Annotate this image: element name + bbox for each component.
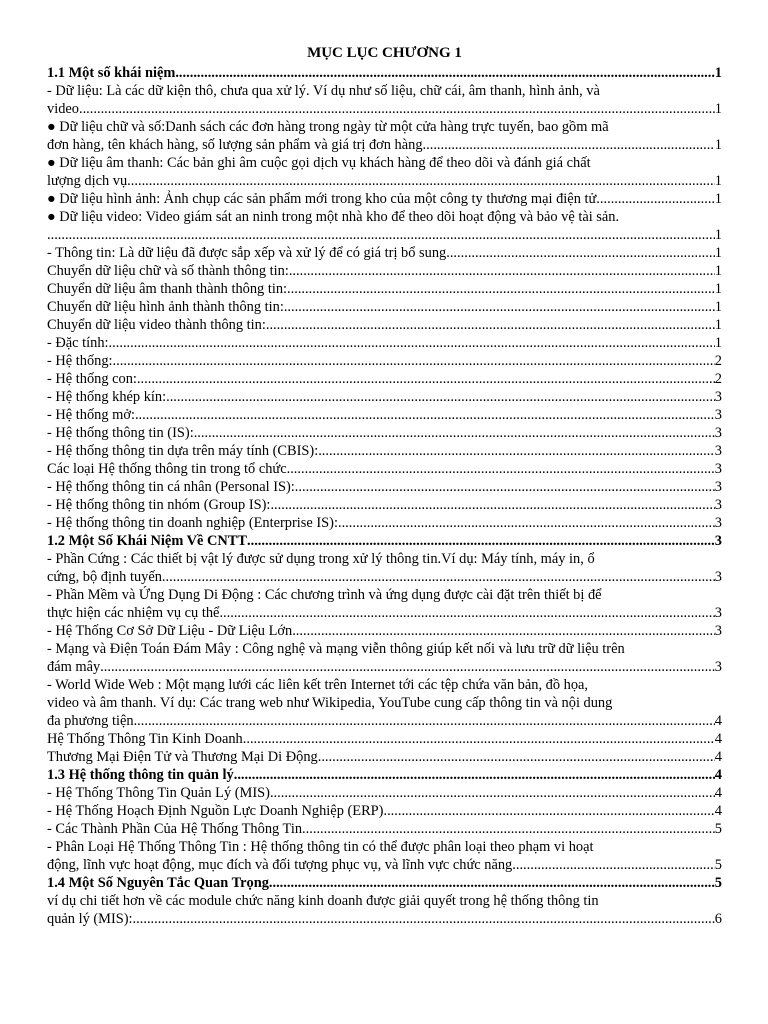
toc-entry[interactable] [47, 820, 722, 838]
toc-entry-text: Chuyển dữ liệu hình ảnh thành thông tin: [47, 299, 284, 315]
page-number: 4 [714, 713, 722, 729]
toc-entry-text: Chuyển dữ liệu video thành thông tin: [47, 317, 266, 333]
toc-entry-text: đơn hàng, tên khách hàng, số lượng sản phẩm và giá trị đơn hàng [47, 137, 423, 153]
toc-entry[interactable] [47, 208, 722, 244]
page-number: 1 [714, 317, 722, 333]
toc-entry-text: video [47, 101, 79, 117]
page-number: 5 [714, 821, 722, 837]
toc-entry-line [47, 874, 722, 892]
toc-entry-text: - Hệ thống khép kín: [47, 389, 167, 405]
dot-leader [113, 352, 715, 370]
dot-leader [162, 568, 715, 586]
toc-entry[interactable] [47, 370, 722, 388]
toc-entry[interactable] [47, 334, 722, 352]
dot-leader [243, 730, 715, 748]
toc-entry-line [47, 910, 722, 928]
dot-leader [100, 658, 715, 676]
dot-leader [284, 298, 715, 316]
toc-entry[interactable] [47, 748, 722, 766]
dot-leader [175, 64, 714, 82]
page-number: 6 [714, 911, 722, 927]
page-number: 3 [714, 533, 722, 549]
toc-entry-text: - Hệ thống thông tin cá nhân (Personal IS): [47, 479, 295, 495]
toc-entry-text: - Hệ Thống Hoạch Định Nguồn Lực Doanh Nghiệp (ERP) [47, 803, 384, 819]
toc-entry-text: - Hệ thống thông tin doanh nghiệp (Enterprise IS): [47, 515, 338, 531]
toc-entry[interactable] [47, 460, 722, 478]
toc-entry[interactable] [47, 586, 722, 622]
toc-entry-line [47, 766, 722, 784]
page-number: 4 [714, 785, 722, 801]
toc-entry-line [47, 568, 722, 586]
toc-entry-line [47, 388, 722, 406]
toc-entry-line [47, 820, 722, 838]
dot-leader [137, 370, 715, 388]
toc-entry[interactable] [47, 118, 722, 154]
toc-entry-line [47, 604, 722, 622]
toc-entry[interactable] [47, 802, 722, 820]
page-number: 1 [714, 263, 722, 279]
toc-entry-line [47, 532, 722, 550]
dot-leader [596, 190, 715, 208]
toc-entry[interactable] [47, 316, 722, 334]
toc-entry-text: 1.2 Một Số Khái Niệm Về CNTT [47, 533, 248, 549]
toc-entry-line [47, 352, 722, 370]
toc-entry[interactable] [47, 388, 722, 406]
toc-entry[interactable] [47, 262, 722, 280]
toc-entry[interactable] [47, 784, 722, 802]
toc-entry-text: - Phần Cứng : Các thiết bị vật lý được sử dụng trong xử lý thông tin.Ví dụ: Máy tính, máy in, ổ [47, 551, 595, 567]
toc-entry-text: - Đặc tính: [47, 335, 109, 351]
dot-leader [292, 622, 715, 640]
toc-entry-line [47, 784, 722, 802]
toc-entry[interactable] [47, 442, 722, 460]
toc-entry[interactable] [47, 64, 722, 82]
toc-entry-text: - Hệ thống thông tin nhóm (Group IS): [47, 497, 271, 513]
dot-leader [287, 460, 715, 478]
page-number: 3 [714, 425, 722, 441]
toc-entry-text: - Dữ liệu: Là các dữ kiện thô, chưa qua xử lý. Ví dụ như số liệu, chữ cái, âm thanh, hình ảnh, và [47, 83, 600, 99]
page-number: 1 [714, 227, 722, 243]
page-number: 1 [714, 299, 722, 315]
toc-entry-text: - Hệ thống con: [47, 371, 137, 387]
dot-leader [47, 226, 715, 244]
toc-entry-text: - Thông tin: Là dữ liệu đã được sắp xếp và xử lý để có giá trị bổ sung [47, 245, 447, 261]
dot-leader [79, 100, 715, 118]
toc-title: MỤC LỤC CHƯƠNG 1 [307, 45, 462, 61]
page-number: 5 [714, 875, 722, 891]
toc-entry[interactable] [47, 244, 722, 262]
dot-leader [194, 424, 715, 442]
toc-entry-line [47, 298, 722, 316]
dot-leader [266, 316, 715, 334]
dot-leader [135, 406, 715, 424]
toc-entry-text: - Hệ thống: [47, 353, 113, 369]
toc-entry-text: - Phần Mềm và Ứng Dụng Di Động : Các chương trình và ứng dụng được cài đặt trên thiết bị để [47, 587, 602, 603]
toc-entry-text: thực hiện các nhiệm vụ cụ thể [47, 605, 220, 621]
page-number: 3 [714, 569, 722, 585]
dot-leader [287, 280, 715, 298]
toc-entry-line [47, 226, 722, 244]
page-number: 1 [714, 335, 722, 351]
toc-entry-text: Chuyển dữ liệu âm thanh thành thông tin: [47, 281, 288, 297]
page-number: 1 [714, 101, 722, 117]
page-number: 4 [714, 767, 722, 783]
toc-entry-line [47, 190, 722, 208]
page-number: 3 [714, 407, 722, 423]
toc-entry[interactable] [47, 550, 722, 586]
dot-leader [134, 712, 715, 730]
toc-entry[interactable] [47, 874, 722, 892]
toc-entry-line [47, 100, 722, 118]
page-number: 5 [714, 857, 722, 873]
toc-entry-text: 1.1 Một số khái niệm [47, 65, 176, 81]
toc-entry-line [47, 622, 722, 640]
toc-entry-line [47, 460, 722, 478]
toc-entry[interactable] [47, 622, 722, 640]
dot-leader [109, 334, 715, 352]
toc-entry[interactable] [47, 478, 722, 496]
toc-entry-text: video và âm thanh. Ví dụ: Các trang web như Wikipedia, YouTube cung cấp thông tin và nội dung [47, 695, 613, 711]
page-number: 3 [714, 461, 722, 477]
dot-leader [269, 874, 715, 892]
page-number: 3 [714, 497, 722, 513]
toc-entry-text: cứng, bộ định tuyến [47, 569, 162, 585]
toc-entry[interactable] [47, 838, 722, 874]
toc-entry[interactable] [47, 298, 722, 316]
toc-entry[interactable] [47, 82, 722, 118]
toc-entry-line [47, 658, 722, 676]
toc-entry-line [47, 514, 722, 532]
toc-entry[interactable] [47, 892, 722, 928]
page-number: 1 [714, 173, 722, 189]
toc-entry[interactable] [47, 190, 722, 208]
toc-entry-line [47, 478, 722, 496]
dot-leader [512, 856, 715, 874]
toc-entry-line [47, 406, 722, 424]
dot-leader [270, 784, 715, 802]
dot-leader [234, 766, 715, 784]
toc-entry-text: - Hệ Thống Cơ Sở Dữ Liệu - Dữ Liệu Lớn [47, 623, 293, 639]
toc-entry-line [47, 172, 722, 190]
toc-entry-text: Các loại Hệ thống thông tin trong tổ chức [47, 461, 287, 477]
page-number: 3 [714, 623, 722, 639]
toc-entry-text: Thương Mại Điện Tử và Thương Mại Di Động [47, 749, 318, 765]
page-number: 1 [714, 65, 722, 81]
toc-entry-text: Chuyển dữ liệu chữ và số thành thông tin: [47, 263, 289, 279]
table-of-contents [47, 64, 722, 928]
toc-entry-text: ● Dữ liệu hình ảnh: Ảnh chụp các sản phẩm mới trong kho của một công ty thương mại điện tử [47, 191, 597, 207]
page-number: 1 [714, 245, 722, 261]
dot-leader [219, 604, 714, 622]
toc-entry-text: 1.3 Hệ thống thông tin quản lý [47, 767, 234, 783]
toc-entry-text: Hệ Thống Thông Tin Kinh Doanh [47, 731, 243, 747]
dot-leader [338, 514, 715, 532]
toc-entry[interactable] [47, 280, 722, 298]
toc-entry-text: - Hệ thống mở: [47, 407, 135, 423]
page-number: 4 [714, 731, 722, 747]
toc-entry-line [47, 316, 722, 334]
toc-entry-text: đa phương tiện [47, 713, 134, 729]
toc-entry-text: - Hệ thống thông tin (IS): [47, 425, 194, 441]
page-number: 1 [714, 137, 722, 153]
toc-entry-line [47, 442, 722, 460]
dot-leader [383, 802, 714, 820]
page-number: 3 [714, 515, 722, 531]
dot-leader [446, 244, 715, 262]
toc-entry[interactable] [47, 640, 722, 676]
toc-entry-text: - Mạng và Điện Toán Đám Mây : Công nghệ và mạng viễn thông giúp kết nối và lưu trữ dữ liệu trên [47, 641, 625, 657]
dot-leader [133, 910, 715, 928]
toc-entry[interactable] [47, 352, 722, 370]
dot-leader [270, 496, 714, 514]
page-number: 4 [714, 749, 722, 765]
toc-entry-text: ● Dữ liệu âm thanh: Các bản ghi âm cuộc gọi dịch vụ khách hàng để theo dõi và đánh giá chất [47, 155, 591, 171]
page-number: 3 [714, 443, 722, 459]
page-number: 2 [714, 353, 722, 369]
page-number: 4 [714, 803, 722, 819]
toc-entry-line [47, 856, 722, 874]
toc-entry[interactable] [47, 532, 722, 550]
toc-entry-line [47, 334, 722, 352]
toc-entry-line [47, 802, 722, 820]
toc-entry-text: ● Dữ liệu video: Video giám sát an ninh trong một nhà kho để theo dõi hoạt động và bảo vệ tài sản. [47, 209, 620, 225]
toc-entry[interactable] [47, 154, 722, 190]
toc-entry-text: động, lĩnh vực hoạt động, mục đích và đối tượng phục vụ, và lĩnh vực chức năng [47, 857, 513, 873]
toc-entry-text: đám mây [47, 659, 101, 675]
dot-leader [318, 748, 715, 766]
toc-entry-line [47, 370, 722, 388]
toc-entry-line [47, 244, 722, 262]
toc-entry-line [47, 748, 722, 766]
page-number: 2 [714, 371, 722, 387]
dot-leader [166, 388, 715, 406]
page-number: 3 [714, 659, 722, 675]
toc-entry[interactable] [47, 676, 722, 730]
dot-leader [318, 442, 715, 460]
toc-entry-text: quản lý (MIS): [47, 911, 133, 927]
toc-entry-text: lượng dịch vụ [47, 173, 128, 189]
toc-entry[interactable] [47, 424, 722, 442]
toc-entry[interactable] [47, 496, 722, 514]
toc-entry-text: ● Dữ liệu chữ và số:Danh sách các đơn hàng trong ngày từ một cửa hàng trực tuyến, bao gồm mã [47, 119, 609, 135]
toc-entry-line [47, 496, 722, 514]
toc-entry[interactable] [47, 514, 722, 532]
toc-entry-text: ví dụ chi tiết hơn về các module chức năng kinh doanh được giải quyết trong hệ thống thông tin [47, 893, 599, 909]
toc-entry[interactable] [47, 406, 722, 424]
toc-entry-line [47, 280, 722, 298]
toc-entry-text: - Hệ thống thông tin dựa trên máy tính (CBIS): [47, 443, 319, 459]
page-number: 3 [714, 605, 722, 621]
toc-entry-line [47, 730, 722, 748]
dot-leader [295, 478, 715, 496]
toc-entry-line [47, 424, 722, 442]
page-number: 1 [714, 191, 722, 207]
toc-entry-line [47, 712, 722, 730]
toc-entry-line [47, 64, 722, 82]
page-number: 3 [714, 479, 722, 495]
toc-entry-text: - Hệ Thống Thông Tin Quản Lý (MIS) [47, 785, 270, 801]
dot-leader [302, 820, 715, 838]
toc-entry-text: - Các Thành Phần Của Hệ Thống Thông Tin [47, 821, 303, 837]
dot-leader [423, 136, 715, 154]
dot-leader [289, 262, 715, 280]
toc-entry[interactable] [47, 766, 722, 784]
toc-entry-text: 1.4 Một Số Nguyên Tắc Quan Trọng [47, 875, 269, 891]
page-number: 3 [714, 389, 722, 405]
toc-entry-line [47, 136, 722, 154]
page-number: 1 [714, 281, 722, 297]
toc-entry-text: - Phân Loại Hệ Thống Thông Tin : Hệ thống thông tin có thể được phân loại theo phạm vi hoạt [47, 839, 594, 855]
toc-entry-line [47, 262, 722, 280]
toc-entry-text: - World Wide Web : Một mạng lưới các liên kết trên Internet tới các tệp chứa văn bản, đồ họa, [47, 677, 589, 693]
dot-leader [127, 172, 715, 190]
dot-leader [247, 532, 715, 550]
toc-entry[interactable] [47, 730, 722, 748]
